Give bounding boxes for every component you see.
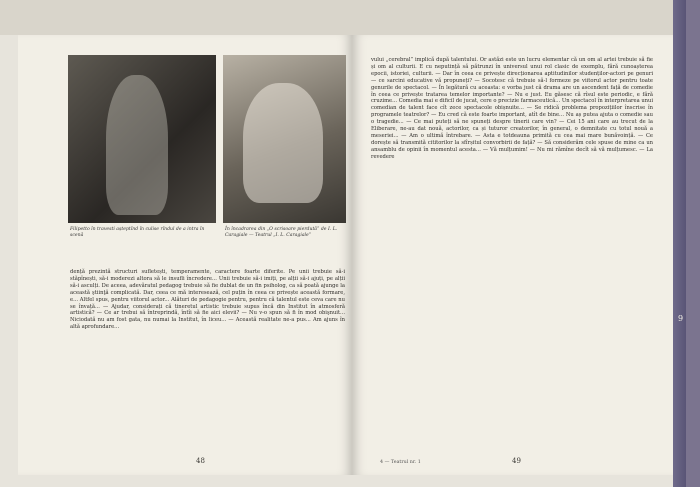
footer-right-page: 4 — Teatrul nr. 1 [380,460,421,465]
right-page-text: vului „cerebral” implică după talentului. Or astăzi este un lucru elementar că un om al artei trebuie să fie și om al culturii. E cu neputință să pătrunzi în universul unui rol clasic de exemplu, fără cunoașterea epocii, istoriei, culturii. — Dar în ceea ce privește direcționarea aptitudinilor studenților-actori pe genuri — ce sarcini educative vă propuneți? — Socotesc că trebuie să-l formeze pe viitorul actor pentru toate genurile de spectacol. — În legătură cu aceasta: e vorba just că drama are un ascendent față de comedie în ceea ce privește tratarea temelor importante? — Nu e just. Eu găsesc că rîsul este periodic, e fără cruzime... Comedia mai e dificil de jucat, cere o precizie farmaceutică... Un spectacol în interpretarea unui comedian de talent face cît zece spectacole obișnuite... — Se ridică problema propozițiilor înscrise în programele teatrelor? — Eu cred că este foarte important, atît de bine... Nu aș putea ajuta o comedie sau o tragedie... — Ce mai puteți să ne spuneți despre tinerii care vin? — Cei 15 ani care au trecut de la Eliberare, ne-au dat nouă, actorilor, ca și tuturor creatorilor, în general, o demnitate cu totul nouă a meseriei... — Am o ultimă întrebare. — Asta e totdeauna primită cu cea mai mare bunăvoință. — Ce dorește să transmită cititorilor la sfîrșitul convorbirii de față? — Să considerăm cele spuse de mine ca un ansamblu de opinii în momentul acesta... — Vă mulțumim! — Nu mi rămîne decît să vă mulțumesc. — La revedere [371,57,654,160]
photo-filipetto [68,55,216,223]
caption-photo-1: Filipetto în travesti așteptînd în culise rîndul de a intra în scenă [70,227,205,238]
book-spread [18,35,686,475]
caption-photo-2: În încadrarea din „O scrisoare pierdută” de I. L. Caragiale — Teatrul „I. L. Caragiale” [225,227,338,238]
background-top [0,0,700,35]
right-page [352,35,686,475]
book-edge [686,0,700,487]
left-page-text: dență prezintă structuri sufletești, temperamente, caractere foarte diferite. Pe unii trebuie să-i stăpînești, să-i moderezi altora să le insufli încredere... Unii trebuie să-i imiți, pe alții să-i ajuți, pe alții să-i asculți. De aceea, adevăratul pedagog trebuie să fie dublat de un fin psiholog, ca să poată ajunge la această ştiinţă complicată. Dar, ceea ce mă interesează, cel puțin în ceea ce privește această formare, e... Altfel spus, pentru viitorul actor... Alături de pedagogie pentru, pentru că talentul este ceva care nu se învață... — Ajudar, considerați că tineretul artistic trebuie supus încă din Institut în atmosferă artistică? — Ce ar trebui să întreprindă, întîi să fie aici elevii? — Nu v-o spun să fi în mod obişnuit... Niciodată nu am fost gata, nu numai la Institut, în liceu... — Această realitate ne-a pus... Am ajuns în altă aprofundare... [70,269,345,331]
photo-figure [106,75,168,215]
photo-figure [243,83,323,203]
page-number-right: 49 [512,457,521,465]
photo-actor-portrait [223,55,346,223]
spine-label: 9 [678,314,684,323]
left-page [18,35,352,475]
page-number-left: 48 [196,457,205,465]
